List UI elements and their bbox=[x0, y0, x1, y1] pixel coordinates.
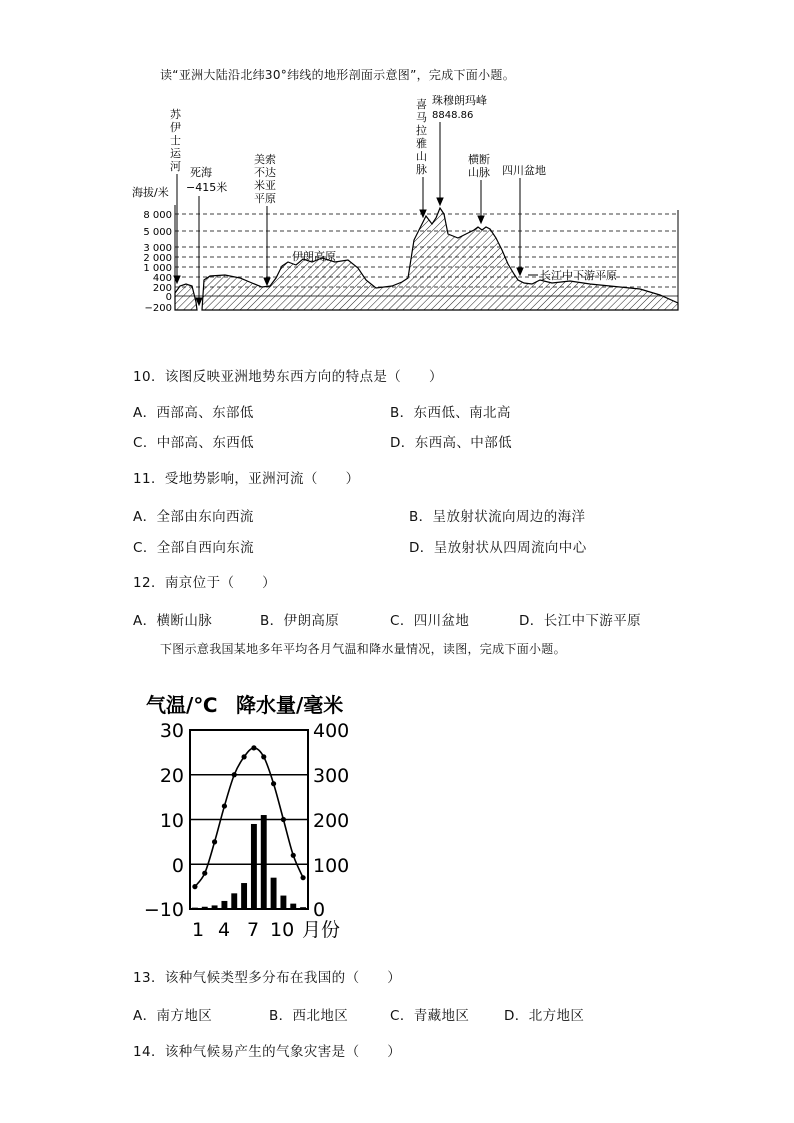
x-tick-7: 7 bbox=[247, 919, 260, 941]
question-14-stem: 14．该种气候易产生的气象灾害是（ ） bbox=[133, 1044, 402, 1060]
tick-1000: 1 000 bbox=[143, 263, 172, 274]
right-tick-400: 400 bbox=[313, 720, 350, 742]
precip-bar-month-5 bbox=[231, 893, 237, 909]
precip-bar-month-1 bbox=[192, 908, 198, 909]
label-himalaya-5: 山 bbox=[416, 150, 427, 163]
label-yangtze-plain: 长江中下游平原 bbox=[540, 269, 617, 282]
question-10-option-c[interactable]: C．中部高、东西低 bbox=[133, 435, 255, 451]
question-11-option-d[interactable]: D．呈放射状从四周流向中心 bbox=[409, 540, 587, 556]
label-dead-sea-depth: −415米 bbox=[186, 181, 228, 194]
left-axis-title: 气温/℃ bbox=[146, 693, 218, 717]
label-meso-4: 平原 bbox=[254, 192, 276, 205]
label-suez-1: 苏 bbox=[170, 108, 181, 121]
question-13-stem: 13．该种气候类型多分布在我国的（ ） bbox=[133, 970, 402, 986]
label-suez-4: 运 bbox=[170, 147, 181, 160]
terrain-profile-chart bbox=[0, 90, 794, 330]
arrowhead-dead-sea bbox=[196, 298, 202, 305]
label-dead-sea: 死海 bbox=[190, 166, 212, 179]
section1-intro: 读“亚洲大陆沿北纬30°纬线的地形剖面示意图”，完成下面小题。 bbox=[160, 68, 516, 82]
x-tick-10: 10 bbox=[270, 919, 295, 941]
right-tick-300: 300 bbox=[313, 765, 350, 787]
tick-3000: 3 000 bbox=[143, 243, 172, 254]
temperature-point-month-3 bbox=[212, 839, 217, 844]
tick-8000: 8 000 bbox=[143, 210, 172, 221]
temperature-point-month-11 bbox=[291, 853, 296, 858]
left-tick-0: 0 bbox=[171, 855, 184, 877]
precip-bar-month-7 bbox=[251, 824, 257, 909]
question-12-option-a[interactable]: A．横断山脉 bbox=[133, 613, 213, 629]
x-unit: 月份 bbox=[302, 919, 341, 941]
temperature-point-month-9 bbox=[271, 781, 276, 786]
label-suez-5: 河 bbox=[170, 160, 181, 173]
temperature-point-month-12 bbox=[300, 875, 305, 880]
temperature-point-month-10 bbox=[281, 817, 286, 822]
label-meso-2: 不达 bbox=[254, 166, 276, 179]
right-axis-title: 降水量/毫米 bbox=[236, 693, 344, 717]
right-tick-100: 100 bbox=[313, 855, 350, 877]
question-11-option-b[interactable]: B．呈放射状流向周边的海洋 bbox=[409, 509, 586, 525]
temperature-point-month-4 bbox=[222, 803, 227, 808]
tick-minus200: −200 bbox=[144, 303, 172, 314]
temperature-point-month-5 bbox=[232, 772, 237, 777]
tick-5000: 5 000 bbox=[143, 227, 172, 238]
x-tick-4: 4 bbox=[218, 919, 231, 941]
left-tick-20: 20 bbox=[159, 765, 184, 787]
left-tick-minus10: −10 bbox=[143, 899, 184, 921]
question-11-stem: 11．受地势影响，亚洲河流（ ） bbox=[133, 471, 360, 487]
label-meso-1: 美索 bbox=[254, 153, 276, 166]
arrowhead-himalaya bbox=[420, 210, 426, 217]
label-himalaya-6: 脉 bbox=[416, 163, 427, 176]
temperature-point-month-6 bbox=[241, 754, 246, 759]
question-11-option-c[interactable]: C．全部自西向东流 bbox=[133, 540, 255, 556]
precip-bar-month-6 bbox=[241, 883, 247, 909]
tick-200: 200 bbox=[152, 283, 172, 294]
left-tick-10: 10 bbox=[159, 810, 184, 832]
question-12-stem: 12．南京位于（ ） bbox=[133, 575, 277, 591]
arrowhead-everest bbox=[437, 198, 443, 205]
question-12-option-b[interactable]: B．伊朗高原 bbox=[260, 613, 340, 629]
question-12-option-c[interactable]: C．四川盆地 bbox=[390, 613, 470, 629]
precip-bar-month-11 bbox=[290, 904, 296, 909]
temperature-line bbox=[195, 748, 303, 887]
right-tick-200: 200 bbox=[313, 810, 350, 832]
section2-intro: 下图示意我国某地多年平均各月气温和降水量情况，读图，完成下面小题。 bbox=[160, 642, 566, 656]
question-13-option-c[interactable]: C．青藏地区 bbox=[390, 1008, 470, 1024]
question-11-option-a[interactable]: A．全部由东向西流 bbox=[133, 509, 254, 525]
label-meso-3: 米亚 bbox=[254, 179, 276, 192]
question-10-option-b[interactable]: B．东西低、南北高 bbox=[390, 405, 511, 421]
temperature-point-month-8 bbox=[261, 754, 266, 759]
question-10-stem: 10．该图反映亚洲地势东西方向的特点是（ ） bbox=[133, 369, 443, 385]
temperature-point-month-1 bbox=[192, 884, 197, 889]
label-himalaya-3: 拉 bbox=[416, 124, 427, 137]
terrain-shape bbox=[175, 208, 678, 310]
question-10-option-d[interactable]: D．东西高、中部低 bbox=[390, 435, 512, 451]
arrowhead-hengduan bbox=[478, 216, 484, 223]
precip-bar-month-8 bbox=[261, 815, 267, 909]
question-13-option-b[interactable]: B．西北地区 bbox=[269, 1008, 349, 1024]
label-suez-2: 伊 bbox=[170, 121, 181, 134]
precip-bar-month-2 bbox=[202, 907, 208, 909]
x-tick-1: 1 bbox=[192, 919, 205, 941]
question-10-option-a[interactable]: A．西部高、东部低 bbox=[133, 405, 254, 421]
right-tick-0: 0 bbox=[313, 899, 326, 921]
tick-400: 400 bbox=[152, 273, 172, 284]
left-tick-30: 30 bbox=[159, 720, 184, 742]
precip-bar-month-10 bbox=[280, 896, 286, 909]
label-hengduan-2: 山脉 bbox=[468, 166, 490, 179]
precip-bar-month-9 bbox=[271, 878, 277, 909]
tick-0: 0 bbox=[165, 292, 172, 303]
temperature-point-month-7 bbox=[251, 745, 256, 750]
label-himalaya-2: 马 bbox=[416, 111, 427, 124]
precip-bar-month-4 bbox=[221, 901, 227, 909]
label-himalaya-4: 雅 bbox=[416, 137, 427, 150]
label-himalaya-1: 喜 bbox=[416, 98, 427, 111]
precip-bar-month-3 bbox=[212, 905, 218, 909]
label-everest: 珠穆朗玛峰 bbox=[432, 94, 487, 107]
label-iran-plateau: 伊朗高原 bbox=[292, 250, 336, 263]
arrowhead-sichuan bbox=[517, 268, 523, 275]
precip-bar-month-12 bbox=[300, 907, 306, 909]
question-13-option-d[interactable]: D．北方地区 bbox=[504, 1008, 585, 1024]
climate-chart bbox=[140, 685, 380, 945]
label-suez-3: 士 bbox=[170, 134, 181, 147]
question-13-option-a[interactable]: A．南方地区 bbox=[133, 1008, 213, 1024]
question-12-option-d[interactable]: D．长江中下游平原 bbox=[519, 613, 641, 629]
label-everest-height: 8848.86 bbox=[432, 110, 474, 121]
label-hengduan-1: 横断 bbox=[468, 153, 490, 166]
label-sichuan: 四川盆地 bbox=[502, 164, 546, 177]
arrowhead-meso bbox=[264, 278, 270, 285]
tick-2000: 2 000 bbox=[143, 253, 172, 264]
profile-axis-title: 海拔/米 bbox=[132, 186, 169, 199]
temperature-point-month-2 bbox=[202, 871, 207, 876]
